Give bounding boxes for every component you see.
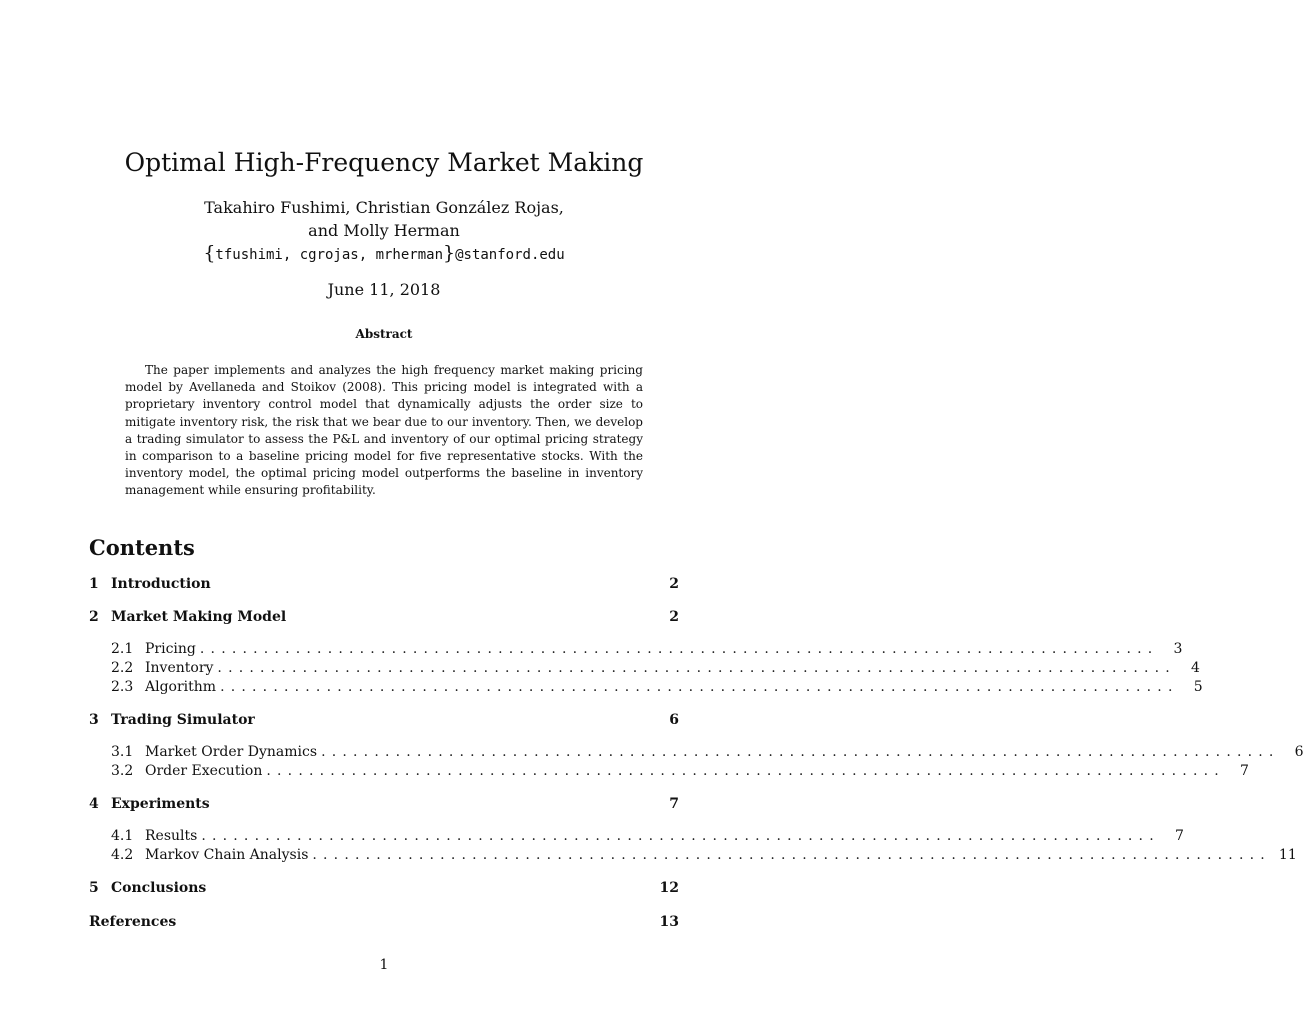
email-open-brace: { <box>203 242 216 264</box>
toc-entry-market-making-model[interactable] <box>89 609 679 629</box>
toc-leader-dots: .......................................................................................... <box>217 660 1176 676</box>
toc-entry-market-order-dynamics[interactable] <box>111 744 1304 764</box>
toc-number: 1 <box>89 576 99 592</box>
toc-number: 2 <box>89 609 99 625</box>
toc-number: 4.2 <box>111 847 134 863</box>
toc-page: 2 <box>669 609 679 625</box>
paper-date: June 11, 2018 <box>327 280 441 299</box>
toc-entry-conclusions[interactable] <box>89 880 679 900</box>
toc-leader-dots: .......................................................................................... <box>266 763 1225 779</box>
toc-number: 4 <box>89 796 99 812</box>
toc-entry-experiments[interactable] <box>89 796 679 816</box>
toc-page: 4 <box>1191 660 1200 676</box>
toc-page: 11 <box>1278 847 1297 863</box>
toc-label: Pricing <box>145 641 196 657</box>
toc-page: 7 <box>1174 828 1184 844</box>
toc-page: 12 <box>659 880 679 896</box>
toc-number: 3 <box>89 712 99 728</box>
toc-number: 2.1 <box>111 641 134 657</box>
toc-entry-introduction[interactable] <box>89 576 679 596</box>
toc-page: 7 <box>1239 763 1249 779</box>
toc-entry-markov-chain-analysis[interactable] <box>111 847 1297 867</box>
toc-page: 2 <box>669 576 679 592</box>
toc-page: 6 <box>669 712 679 728</box>
toc-number: 2.3 <box>111 679 134 695</box>
toc-label: Markov Chain Analysis <box>145 847 309 863</box>
toc-leader-dots: .......................................................................................... <box>312 847 1271 863</box>
toc-page: 6 <box>1294 744 1304 760</box>
toc-entry-references[interactable] <box>89 914 679 934</box>
toc-entry-order-execution[interactable] <box>111 763 1249 783</box>
toc-label: Inventory <box>145 660 214 676</box>
toc-page: 7 <box>669 796 679 812</box>
toc-label: Order Execution <box>145 763 263 779</box>
toc-entry-pricing[interactable] <box>111 641 1183 661</box>
email-close-brace: } <box>443 242 456 264</box>
toc-label: Trading Simulator <box>111 712 255 728</box>
toc-number: 5 <box>89 880 99 896</box>
email-users: tfushimi, cgrojas, mrherman <box>215 247 443 263</box>
toc-page: 3 <box>1173 641 1183 657</box>
toc-entry-algorithm[interactable] <box>111 679 1203 699</box>
toc-number: 3.2 <box>111 763 134 779</box>
toc-entry-results[interactable] <box>111 828 1184 848</box>
toc-number: 2.2 <box>111 660 134 676</box>
toc-entry-trading-simulator[interactable] <box>89 712 679 732</box>
toc-label: Conclusions <box>111 880 207 896</box>
paper-title: Optimal High-Frequency Market Making <box>124 148 644 177</box>
toc-label: Results <box>145 828 198 844</box>
authors-line-1: Takahiro Fushimi, Christian González Rojas, <box>204 198 564 217</box>
toc-label: Market Making Model <box>111 609 287 625</box>
toc-label: Experiments <box>111 796 210 812</box>
author-emails <box>0 242 768 267</box>
toc-leader-dots: .......................................................................................... <box>220 679 1179 695</box>
email-domain: @stanford.edu <box>455 247 565 263</box>
contents-heading: Contents <box>89 535 195 560</box>
abstract-text: The paper implements and analyzes the high frequency market making pricing model by Avellaneda and Stoikov (2008). This pricing model is integrated with a proprietary inventory control model that dynamically adjusts the order size to mitigate inventory risk, the risk that we bear due to our inventory. Then, we develop a trading simulator to assess the P&L and inventory of our optimal pricing strategy in comparison to a baseline pricing model for five representative stocks. With the inventory model, the optimal pricing model outperforms the baseline in inventory management while ensuring profitability. <box>125 363 643 498</box>
toc-label: Algorithm <box>145 679 217 695</box>
toc-leader-dots: .......................................................................................... <box>199 641 1159 657</box>
toc-number: 4.1 <box>111 828 134 844</box>
toc-leader-dots: .......................................................................................... <box>321 744 1280 760</box>
toc-leader-dots: .......................................................................................... <box>201 828 1160 844</box>
toc-page: 13 <box>659 914 679 930</box>
toc-label: Market Order Dynamics <box>145 744 318 760</box>
authors-line-2: and Molly Herman <box>308 221 460 240</box>
toc-label: Introduction <box>111 576 211 592</box>
toc-entry-inventory[interactable] <box>111 660 1200 680</box>
abstract-heading: Abstract <box>355 327 413 341</box>
toc-number: 3.1 <box>111 744 134 760</box>
toc-label: References <box>89 914 177 930</box>
toc-page: 5 <box>1193 679 1203 695</box>
author-block <box>0 196 768 267</box>
page-number: 1 <box>379 957 389 973</box>
